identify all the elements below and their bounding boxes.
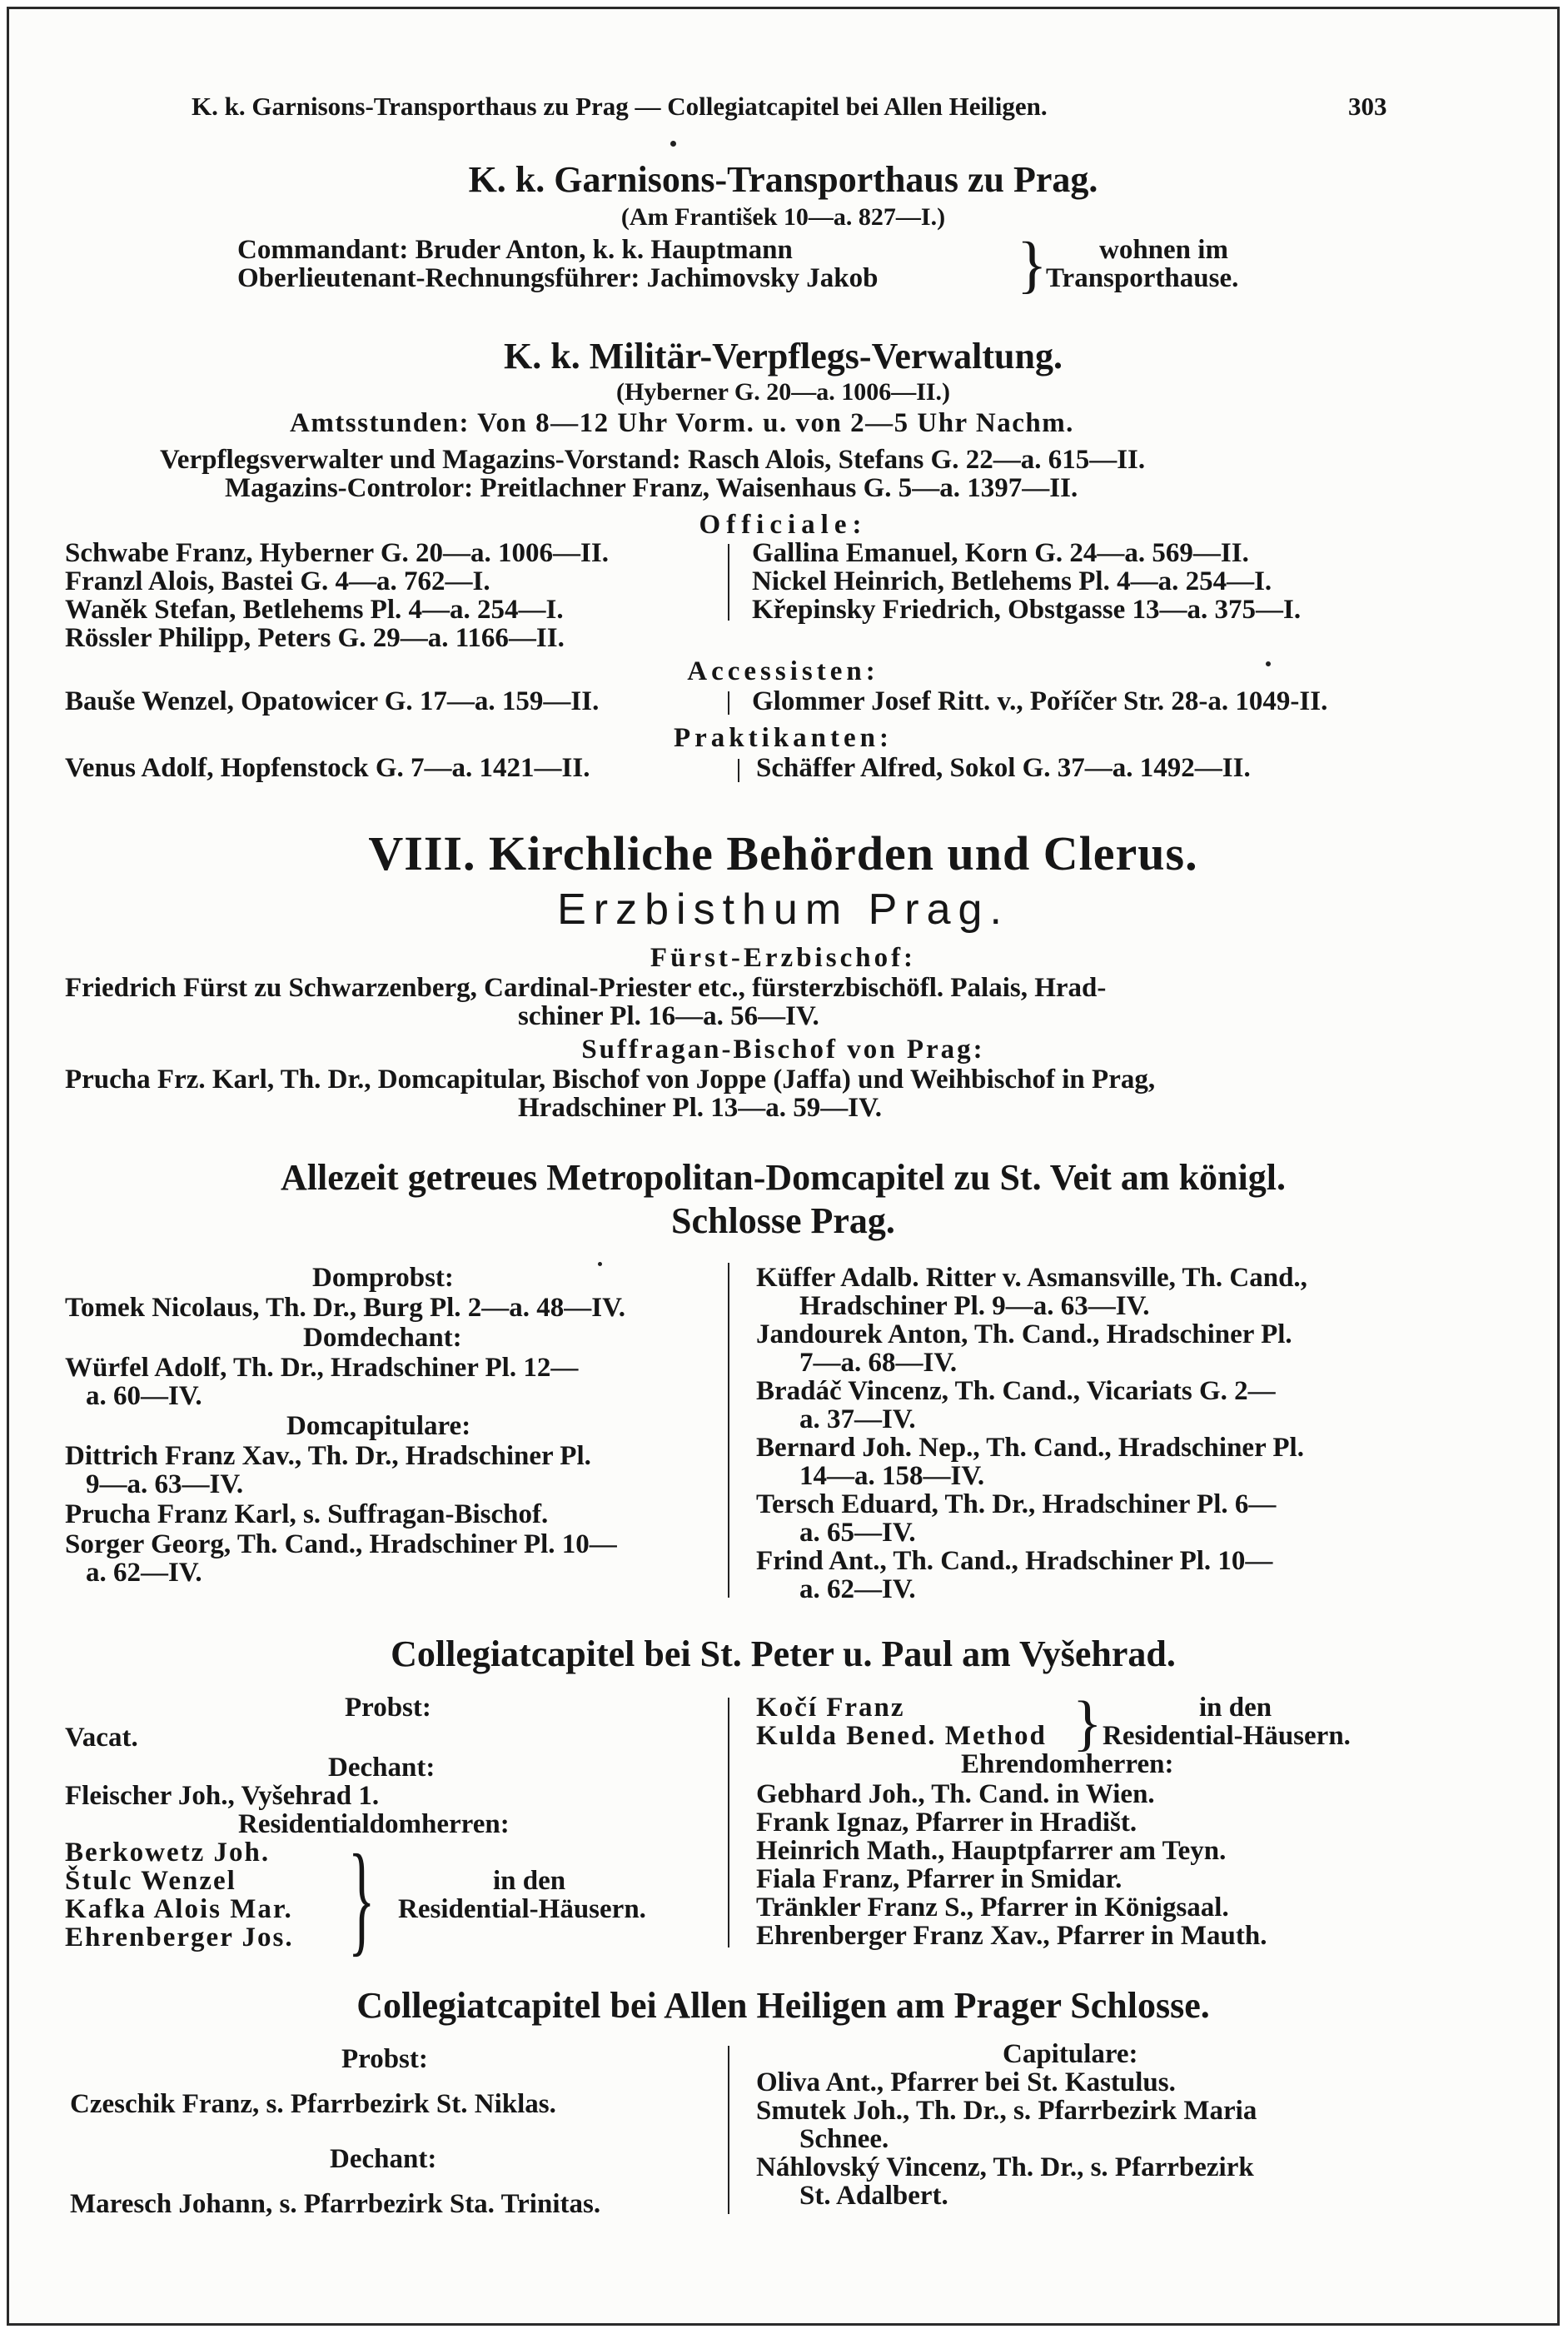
commandant-line: Commandant: Bruder Anton, k. k. Hauptmann bbox=[237, 235, 793, 265]
accessist-left: Bauše Wenzel, Opatowicer G. 17—a. 159—II. bbox=[65, 686, 600, 716]
running-title: K. k. Garnisons-Transporthaus zu Prag — Collegiatcapitel bei Allen Heiligen. bbox=[192, 92, 1048, 121]
dechant-heading: Dechant: bbox=[330, 2144, 437, 2174]
dechant-name: Fleischer Joh., Vyšehrad 1. bbox=[65, 1781, 380, 1811]
accessist-right: Glommer Josef Ritt. v., Poříčer Str. 28-a. 1049-II. bbox=[752, 686, 1328, 716]
officiale-left-4: Rössler Philipp, Peters G. 29—a. 1166—II. bbox=[65, 623, 565, 653]
fuerst-line-1: Friedrich Fürst zu Schwarzenberg, Cardinal-Priester etc., fürsterzbischöfl. Palais, Hrad- bbox=[65, 973, 1107, 1003]
column-divider bbox=[728, 2046, 729, 2214]
praktikant-right: Schäffer Alfred, Sokol G. 37—a. 1492—II. bbox=[756, 753, 1251, 783]
ehren-member: Tränkler Franz S., Pfarrer in Königsaal. bbox=[756, 1893, 1229, 1923]
residential-note-1: in den bbox=[493, 1866, 566, 1896]
transporthaus-address: (Am František 10—a. 827—I.) bbox=[620, 203, 946, 231]
domcapitel-member-cont: a. 62—IV. bbox=[86, 1558, 202, 1588]
ink-dot bbox=[670, 141, 676, 147]
column-divider bbox=[728, 1263, 729, 1598]
domcapitel-member-cont: a. 60—IV. bbox=[86, 1381, 202, 1411]
domcapitel-member-cont: a. 62—IV. bbox=[799, 1574, 916, 1604]
domcapitel-member: Bradáč Vincenz, Th. Cand., Vicariats G. 2— bbox=[756, 1376, 1276, 1406]
amtsstunden-line: Amtsstunden: Von 8—12 Uhr Vorm. u. von 2—5 Uhr Nachm. bbox=[290, 408, 1074, 438]
section-subtitle: Erzbisthum Prag. bbox=[557, 885, 1009, 934]
officiale-right-3: Křepinsky Friedrich, Obstgasse 13—a. 375—I. bbox=[752, 595, 1302, 625]
domcapitel-member: Sorger Georg, Th. Cand., Hradschiner Pl. 10— bbox=[65, 1529, 617, 1559]
vysehrad-title: Collegiatcapitel bei St. Peter u. Paul am Vyšehrad. bbox=[391, 1633, 1176, 1674]
domcapitulare-heading: Domcapitulare: bbox=[286, 1411, 471, 1441]
verpflegs-title: K. k. Militär-Verpflegs-Verwaltung. bbox=[504, 336, 1063, 377]
officiale-right-1: Gallina Emanuel, Korn G. 24—a. 569—II. bbox=[752, 538, 1249, 568]
domcapitel-member: Prucha Franz Karl, s. Suffragan-Bischof. bbox=[65, 1499, 549, 1529]
ehren-member: Fiala Franz, Pfarrer in Smidar. bbox=[756, 1864, 1122, 1894]
suffragan-heading: Suffragan-Bischof von Prag: bbox=[581, 1035, 985, 1065]
residence-note-1: wohnen im bbox=[1099, 235, 1228, 265]
domcapitel-member: Würfel Adolf, Th. Dr., Hradschiner Pl. 12— bbox=[65, 1353, 579, 1383]
column-divider bbox=[738, 759, 739, 782]
probst-name: Vacat. bbox=[65, 1723, 138, 1753]
ehren-member: Heinrich Math., Hauptpfarrer am Teyn. bbox=[756, 1836, 1227, 1866]
ehren-heading: Ehrendomherren: bbox=[961, 1749, 1174, 1779]
domcapitel-member: Dittrich Franz Xav., Th. Dr., Hradschiner Pl. bbox=[65, 1441, 591, 1471]
controlor-line: Magazins-Controlor: Preitlachner Franz, Waisenhaus G. 5—a. 1397—II. bbox=[225, 473, 1078, 503]
domcapitel-member: Tomek Nicolaus, Th. Dr., Burg Pl. 2—a. 48—IV. bbox=[65, 1293, 625, 1323]
officiale-right-2: Nickel Heinrich, Betlehems Pl. 4—a. 254—I. bbox=[752, 566, 1272, 596]
column-divider bbox=[728, 544, 729, 621]
allenheiligen-title: Collegiatcapitel bei Allen Heiligen am Prager Schlosse. bbox=[356, 1985, 1210, 2026]
ink-dot bbox=[1266, 661, 1271, 666]
capitulare-member: Smutek Joh., Th. Dr., s. Pfarrbezirk Maria bbox=[756, 2096, 1257, 2126]
capitulare-member-cont: St. Adalbert. bbox=[799, 2181, 948, 2211]
dechant-name: Maresch Johann, s. Pfarrbezirk Sta. Trinitas. bbox=[70, 2189, 601, 2219]
verpflegs-address: (Hyberner G. 20—a. 1006—II.) bbox=[615, 378, 951, 406]
residential-member: Kulda Bened. Method bbox=[756, 1721, 1047, 1751]
residential-member: Kočí Franz bbox=[756, 1693, 905, 1723]
praktikanten-heading: Praktikanten: bbox=[674, 723, 893, 753]
residence-note-2: Transporthause. bbox=[1046, 263, 1239, 293]
domprobst-heading: Domprobst: bbox=[312, 1263, 454, 1293]
probst-heading: Probst: bbox=[345, 1693, 431, 1723]
page bbox=[7, 7, 1560, 2326]
verwalter-line: Verpflegsverwalter und Magazins-Vorstand: Rasch Alois, Stefans G. 22—a. 615—II. bbox=[160, 445, 1146, 475]
officiale-left-3: Waněk Stefan, Betlehems Pl. 4—a. 254—I. bbox=[65, 595, 564, 625]
domcapitel-title-1: Allezeit getreues Metropolitan-Domcapitel zu St. Veit am königl. bbox=[281, 1157, 1286, 1198]
domcapitel-member: Küffer Adalb. Ritter v. Asmansville, Th. Cand., bbox=[756, 1263, 1307, 1293]
residential-note-2: Residential-Häusern. bbox=[1103, 1721, 1351, 1751]
accessisten-heading: Accessisten: bbox=[687, 656, 879, 686]
ehren-member: Gebhard Joh., Th. Cand. in Wien. bbox=[756, 1779, 1155, 1809]
rechnungsfuehrer-line: Oberlieutenant-Rechnungsführer: Jachimovsky Jakob bbox=[237, 263, 879, 293]
domcapitel-member-cont: a. 37—IV. bbox=[799, 1404, 916, 1434]
domcapitel-member-cont: Hradschiner Pl. 9—a. 63—IV. bbox=[799, 1291, 1150, 1321]
brace-icon: } bbox=[1073, 1689, 1103, 1758]
domcapitel-member-cont: 7—a. 68—IV. bbox=[799, 1348, 958, 1378]
suffragan-line-1: Prucha Frz. Karl, Th. Dr., Domcapitular, Bischof von Joppe (Jaffa) und Weihbischof in Prag, bbox=[65, 1065, 1156, 1095]
capitulare-member: Náhlovský Vincenz, Th. Dr., s. Pfarrbezirk bbox=[756, 2152, 1254, 2182]
residential-note-2: Residential-Häusern. bbox=[398, 1894, 646, 1924]
domcapitel-member: Frind Ant., Th. Cand., Hradschiner Pl. 10— bbox=[756, 1546, 1273, 1576]
ehren-member: Frank Ignaz, Pfarrer in Hradišt. bbox=[756, 1808, 1137, 1838]
domcapitel-member: Jandourek Anton, Th. Cand., Hradschiner Pl. bbox=[756, 1319, 1292, 1349]
domcapitel-member-cont: a. 65—IV. bbox=[799, 1518, 916, 1548]
officiale-left-2: Franzl Alois, Bastei G. 4—a. 762—I. bbox=[65, 566, 490, 596]
suffragan-line-2: Hradschiner Pl. 13—a. 59—IV. bbox=[518, 1093, 882, 1123]
residential-note-1: in den bbox=[1199, 1693, 1272, 1723]
capitulare-heading: Capitulare: bbox=[1003, 2039, 1138, 2069]
page-number: 303 bbox=[1348, 92, 1387, 121]
dechant-heading: Dechant: bbox=[328, 1753, 436, 1783]
brace-icon: } bbox=[1017, 230, 1048, 300]
transporthaus-title: K. k. Garnisons-Transporthaus zu Prag. bbox=[468, 159, 1098, 200]
section-title: VIII. Kirchliche Behörden und Clerus. bbox=[368, 826, 1198, 880]
residential-heading: Residentialdomherren: bbox=[238, 1809, 510, 1839]
capitulare-member: Oliva Ant., Pfarrer bei St. Kastulus. bbox=[756, 2067, 1176, 2097]
residential-member: Berkowetz Joh. bbox=[65, 1838, 271, 1868]
ink-dot bbox=[598, 1262, 602, 1266]
residential-member: Štulc Wenzel bbox=[65, 1866, 236, 1896]
column-divider bbox=[728, 1698, 729, 1947]
fuerst-heading: Fürst-Erzbischof: bbox=[650, 943, 917, 973]
domcapitel-member-cont: 9—a. 63—IV. bbox=[86, 1469, 244, 1499]
domdechant-heading: Domdechant: bbox=[303, 1323, 462, 1353]
praktikant-left: Venus Adolf, Hopfenstock G. 7—a. 1421—II. bbox=[65, 753, 590, 783]
ehren-member: Ehrenberger Franz Xav., Pfarrer in Mauth. bbox=[756, 1921, 1267, 1951]
domcapitel-member-cont: 14—a. 158—IV. bbox=[799, 1461, 985, 1491]
probst-name: Czeschik Franz, s. Pfarrbezirk St. Niklas. bbox=[70, 2089, 556, 2119]
residential-member: Ehrenberger Jos. bbox=[65, 1923, 294, 1952]
domcapitel-member: Bernard Joh. Nep., Th. Cand., Hradschiner Pl. bbox=[756, 1433, 1304, 1463]
domcapitel-title-2: Schlosse Prag. bbox=[671, 1200, 895, 1241]
column-divider bbox=[728, 691, 729, 715]
fuerst-line-2: schiner Pl. 16—a. 56—IV. bbox=[518, 1001, 819, 1031]
probst-heading: Probst: bbox=[341, 2044, 428, 2074]
officiale-heading: Officiale: bbox=[699, 510, 868, 540]
brace-icon: } bbox=[348, 1829, 376, 1967]
residential-member: Kafka Alois Mar. bbox=[65, 1894, 293, 1924]
domcapitel-member: Tersch Eduard, Th. Dr., Hradschiner Pl. 6— bbox=[756, 1489, 1277, 1519]
officiale-left-1: Schwabe Franz, Hyberner G. 20—a. 1006—II. bbox=[65, 538, 609, 568]
capitulare-member-cont: Schnee. bbox=[799, 2124, 889, 2154]
